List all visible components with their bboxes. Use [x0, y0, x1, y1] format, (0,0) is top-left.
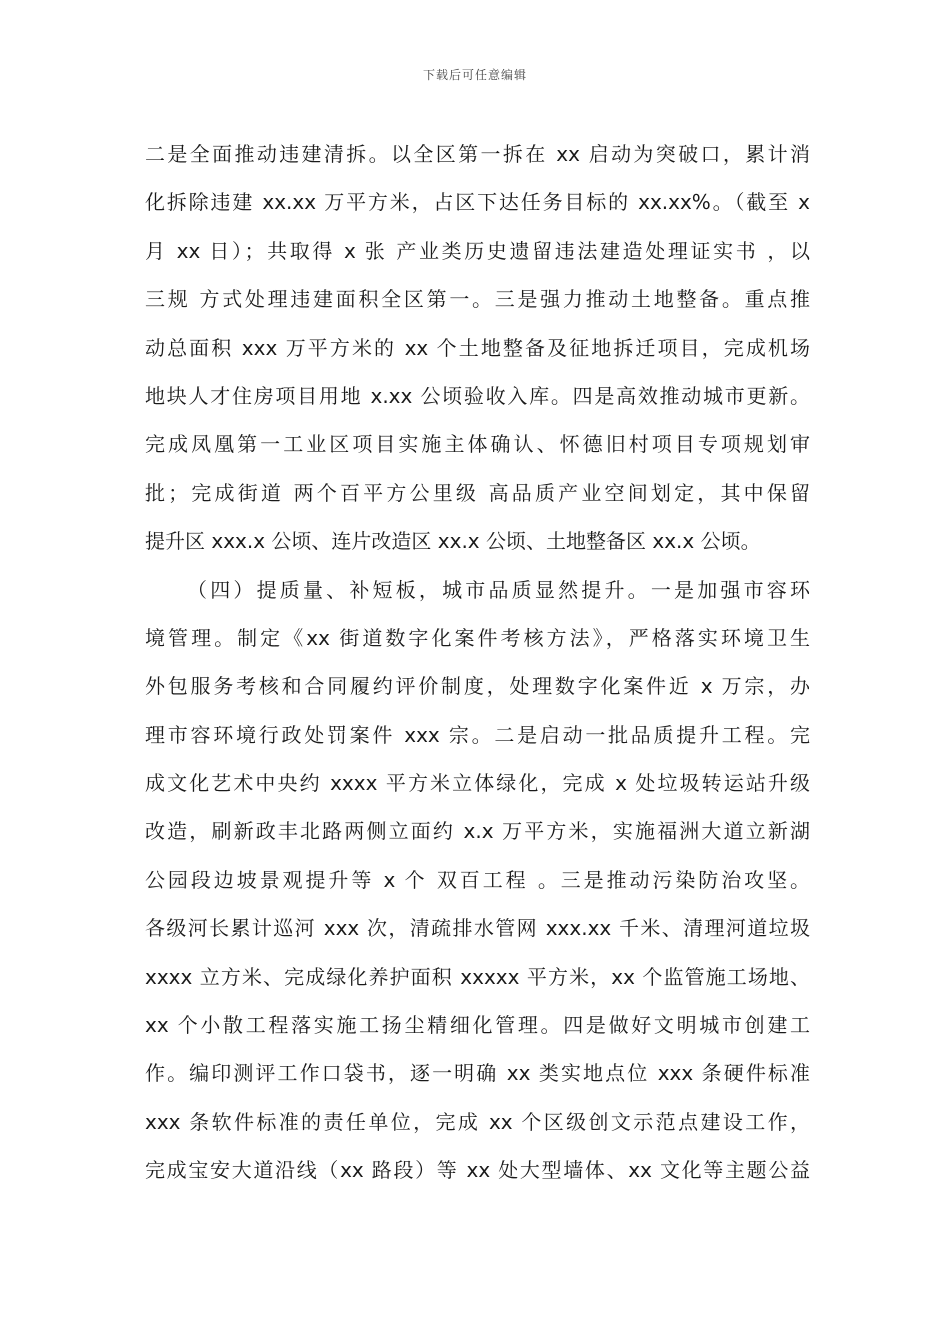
text-line: xx 个小散工程落实施工扬尘精细化管理。四是做好文明城市创建工 [145, 1013, 810, 1038]
text-line: 月 xx 日）；共取得 x 张 产业类历史遗留违法建造处理证实书 ，以 [145, 238, 810, 263]
text-line: 动总面积 xxx 万平方米的 xx 个土地整备及征地拆迁项目，完成机场 [145, 335, 810, 360]
text-line: xxxx 立方米、完成绿化养护面积 xxxxx 平方米，xx 个监管施工场地、 [145, 964, 810, 989]
text-line: 化拆除违建 xx.xx 万平方米，占区下达任务目标的 xx.xx%。（截至 x [145, 190, 810, 215]
text-line: 三规 方式处理违建面积全区第一。三是强力推动土地整备。重点推 [145, 287, 810, 312]
text-line: xxx 条软件标准的责任单位，完成 xx 个区级创文示范点建设工作， [145, 1109, 810, 1134]
text-line: 改造，刷新政丰北路两侧立面约 x.x 万平方米，实施福洲大道立新湖 [145, 819, 810, 844]
text-line: 理市容环境行政处罚案件 xxx 宗。二是启动一批品质提升工程。完 [145, 722, 810, 747]
text-line: 各级河长累计巡河 xxx 次，清疏排水管网 xxx.xx 千米、清理河道垃圾 [145, 916, 810, 941]
text-line: 境管理。制定《xx 街道数字化案件考核方法》，严格落实环境卫生 [145, 625, 810, 650]
text-line: 完成宝安大道沿线（xx 路段）等 xx 处大型墙体、xx 文化等主题公益 [145, 1158, 810, 1183]
document-body [145, 130, 810, 1195]
text-line: 作。编印测评工作口袋书，逐一明确 xx 类实地点位 xxx 条硬件标准 [145, 1061, 810, 1086]
text-line: 成文化艺术中央约 xxxx 平方米立体绿化，完成 x 处垃圾转运站升级 [145, 771, 810, 796]
text-line: 公园段边坡景观提升等 x 个 双百工程 。三是推动污染防治攻坚。 [145, 867, 810, 892]
page-header-note: 下载后可任意编辑 [422, 68, 527, 82]
text-line: 地块人才住房项目用地 x.xx 公顷验收入库。四是高效推动城市更新。 [145, 383, 810, 408]
text-line: 二是全面推动违建清拆。以全区第一拆在 xx 启动为突破口，累计消 [145, 142, 810, 166]
text-line: 外包服务考核和合同履约评价制度，处理数字化案件近 x 万宗，办 [145, 674, 810, 699]
text-line: 提升区 xxx.x 公顷、连片改造区 xx.x 公顷、土地整备区 xx.x 公顷。 [145, 529, 761, 554]
section-heading-line: （四）提质量、补短板，城市品质显然提升。一是加强市容环 [187, 577, 810, 602]
text-line: 完成凤凰第一工业区项目实施主体确认、怀德旧村项目专项规划审 [145, 432, 810, 457]
text-line: 批；完成街道 两个百平方公里级 高品质产业空间划定，其中保留 [145, 480, 810, 505]
